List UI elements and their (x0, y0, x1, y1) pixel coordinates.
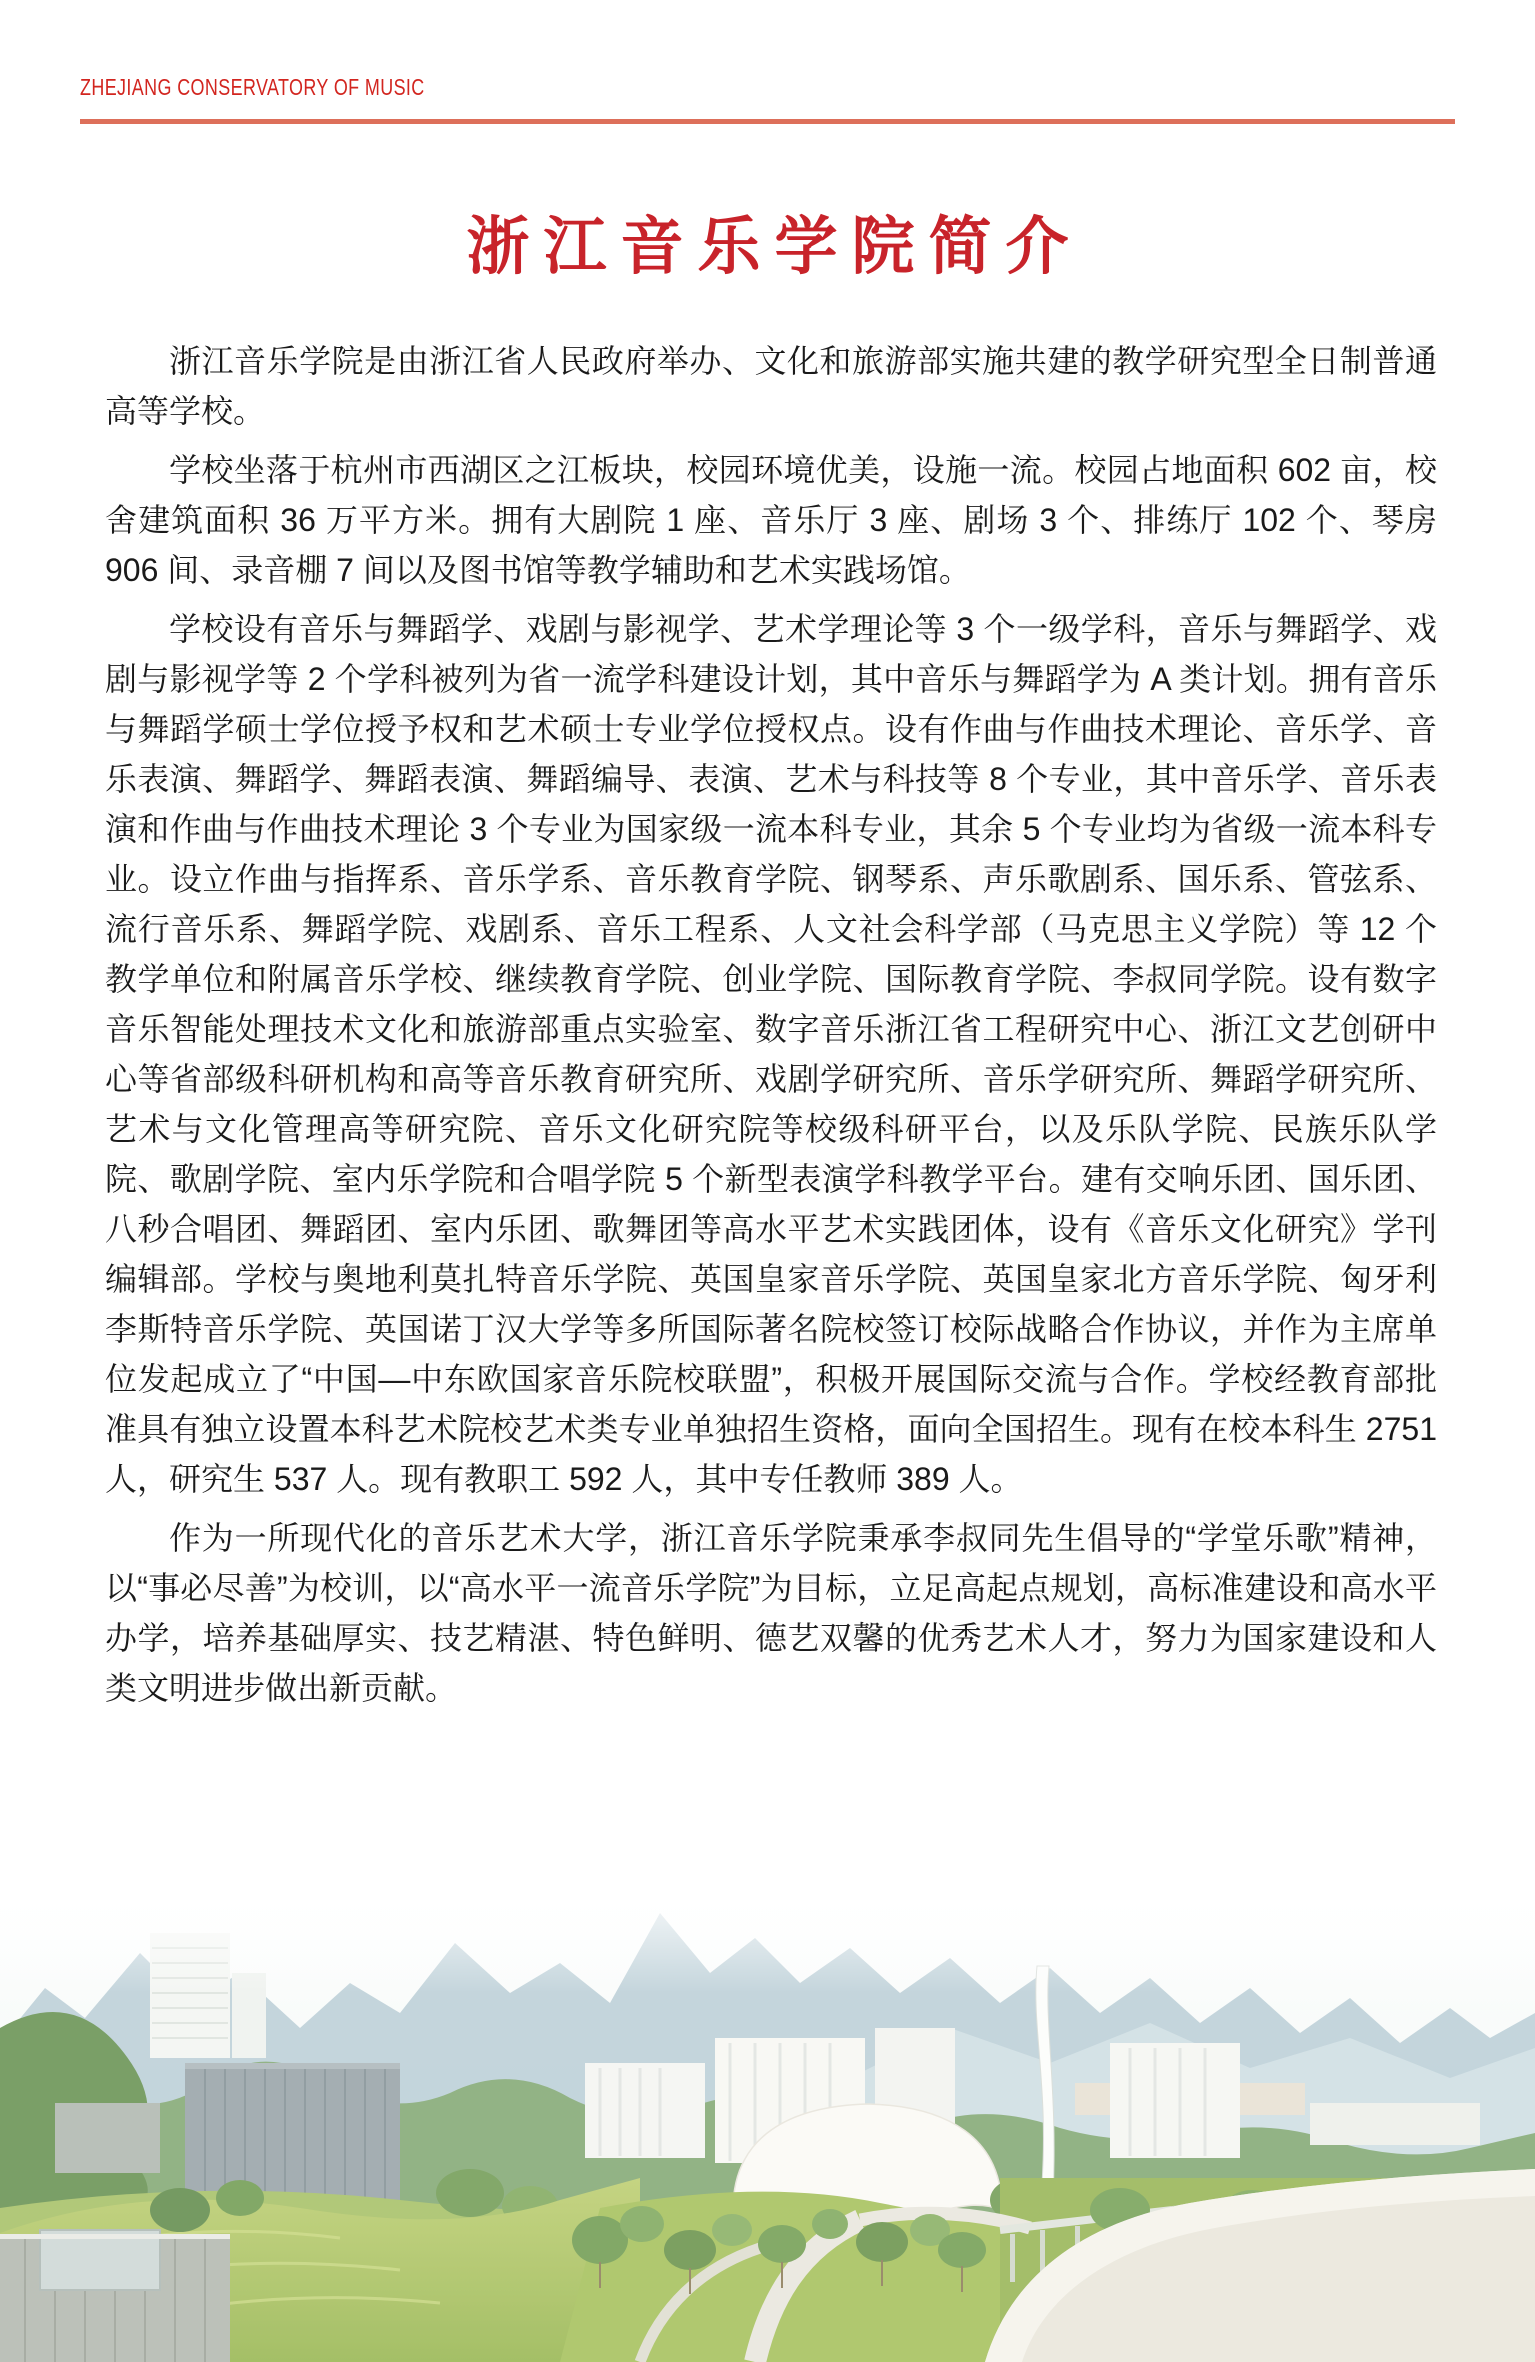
brand-wordmark: ZHEJIANG CONSERVATORY OF MUSIC (80, 74, 425, 100)
page-title: 浙江音乐学院简介 (466, 212, 1083, 282)
intro-text (105, 336, 1437, 1722)
intro-paragraph-2: 学校坐落于杭州市西湖区之江板块，校园环境优美，设施一流。校园占地面积 602 亩，校舍建筑面积 36 万平方米。拥有大剧院 1 座、音乐厅 3 座、剧场 3 个、排练厅 102 个、琴房 906 间、录音棚 7 间以及图书馆等教学辅助和艺术实践场馆。 (105, 452, 1437, 588)
intro-paragraph-4: 作为一所现代化的音乐艺术大学，浙江音乐学院秉承李叔同先生倡导的“学堂乐歌”精神，以“事必尽善”为校训，以“高水平一流音乐学院”为目标，立足高起点规划，高标准建设和高水平办学，培养基础厚实、技艺精湛、特色鲜明、德艺双馨的优秀艺术人才，努力为国家建设和人类文明进步做出新贡献。 (105, 1520, 1437, 1706)
campus-photo-illustration (0, 1878, 1535, 2362)
header-rule (80, 119, 1455, 124)
intro-paragraph-3: 学校设有音乐与舞蹈学、戏剧与影视学、艺术学理论等 3 个一级学科，音乐与舞蹈学、戏剧与影视学等 2 个学科被列为省一流学科建设计划，其中音乐与舞蹈学为 A 类计划。拥有音乐与舞蹈学硕士学位授予权和艺术硕士专业学位授权点。设有作曲与作曲技术理论、音乐学、音乐表演、舞蹈学、舞蹈表演、舞蹈编导、表演、艺术与科技等 8 个专业，其中音乐学、音乐表演和作曲与作曲技术理论 3 个专业为国家级一流本科专业，其余 5 个专业均为省级一流本科专业。设立作曲与指挥系、音乐学系、音乐教育学院、钢琴系、声乐歌剧系、国乐系、管弦系、流行音乐系、舞蹈学院、戏剧系、音乐工程系、人文社会科学部（马克思主义学院）等 12 个教学单位和附属音乐学校、继续教育学院、创业学院、国际教育学院、李叔同学院。设有数字音乐智能处理技术文化和旅游部重点实验室、数字音乐浙江省工程研究中心、浙江文艺创研中心等省部级科研机构和高等音乐教育研究所、戏剧学研究所、音乐学研究所、舞蹈学研究所、艺术与文化管理高等研究院、音乐文化研究院等校级科研平台，以及乐队学院、民族乐队学院、歌剧学院、室内乐学院和合唱学院 5 个新型表演学科教学平台。建有交响乐团、国乐团、八秒合唱团、舞蹈团、室内乐团、歌舞团等高水平艺术实践团体，设有《音乐文化研究》学刊编辑部。学校与奥地利莫扎特音乐学院、英国皇家音乐学院、英国皇家北方音乐学院、匈牙利李斯特音乐学院、英国诺丁汉大学等多所国际著名院校签订校际战略合作协议，并作为主席单位发起成立了“中国—中东欧国家音乐院校联盟”，积极开展国际交流与合作。学校经教育部批准具有独立设置本科艺术院校艺术类专业单独招生资格，面向全国招生。现有在校本科生 2751 人，研究生 537 人。现有教职工 592 人，其中专任教师 389 人。 (105, 611, 1437, 1497)
campus-aerial-photo (0, 1878, 1535, 2362)
intro-paragraph-1: 浙江音乐学院是由浙江省人民政府举办、文化和旅游部实施共建的教学研究型全日制普通高等学校。 (105, 343, 1437, 429)
